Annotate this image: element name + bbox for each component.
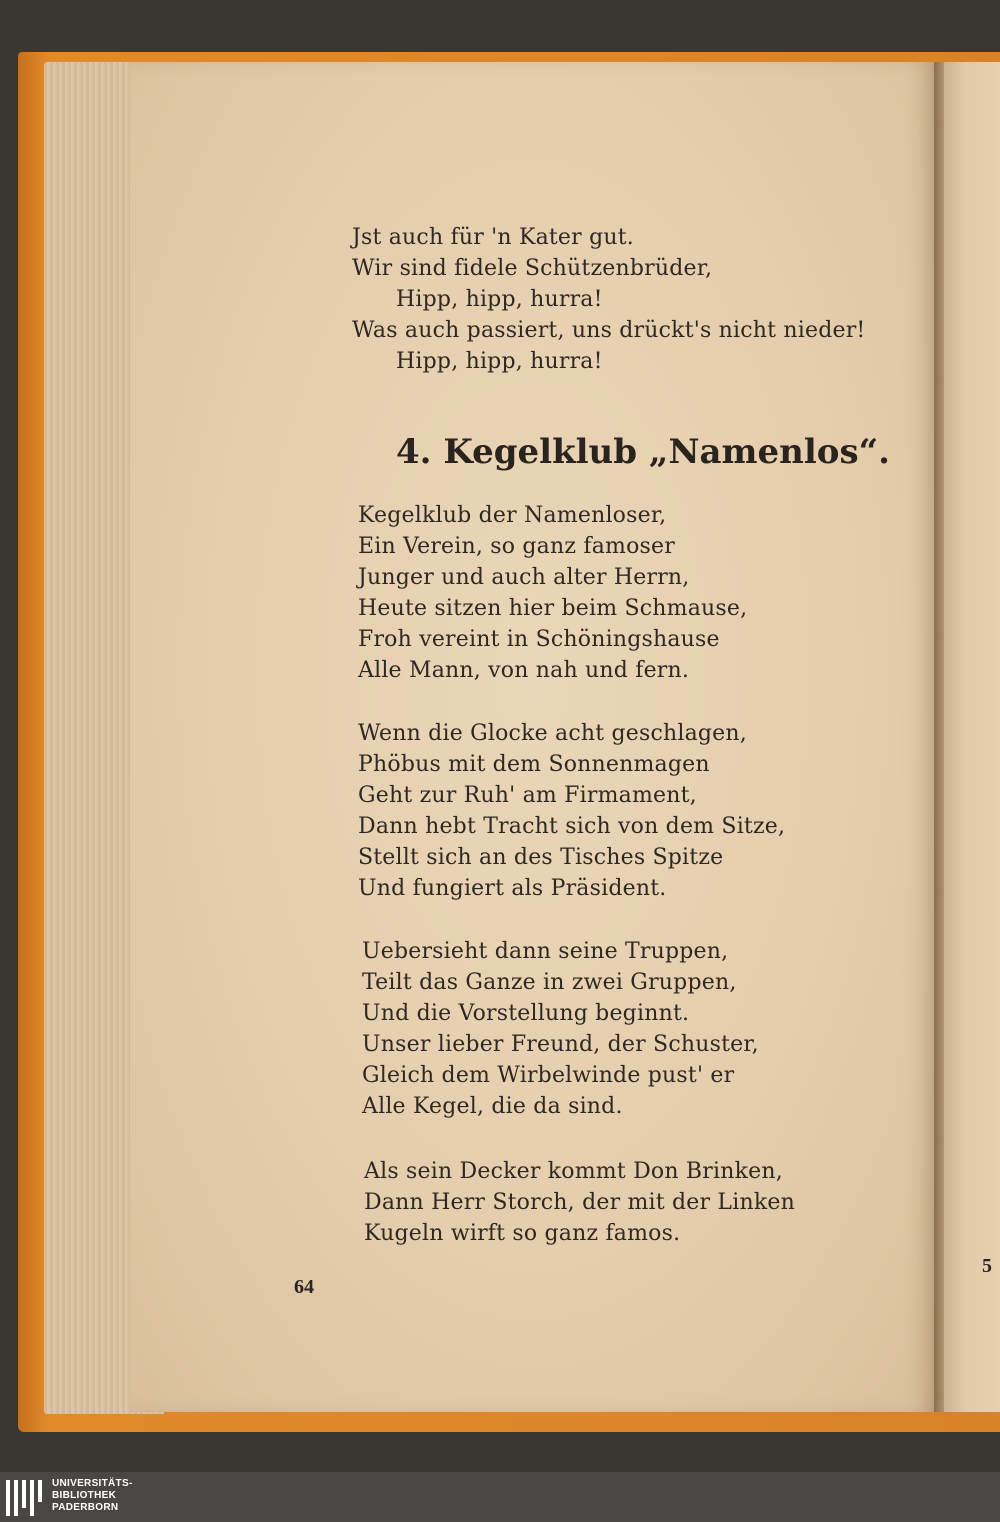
verse-line: Stellt sich an des Tisches Spitze bbox=[358, 845, 724, 870]
stanza-1 bbox=[358, 500, 747, 686]
verse-line: Gleich dem Wirbelwinde pust' er bbox=[362, 1063, 735, 1088]
verse-line: Dann Herr Storch, der mit der Linken bbox=[364, 1190, 795, 1215]
verse-line: Alle Mann, von nah und fern. bbox=[358, 658, 690, 683]
right-page-edge bbox=[944, 62, 1000, 1412]
verse-line: Als sein Decker kommt Don Brinken, bbox=[364, 1159, 783, 1184]
logo-line: PADERBORN bbox=[52, 1502, 119, 1513]
library-logo-text bbox=[52, 1478, 133, 1514]
stanza-4 bbox=[364, 1156, 795, 1249]
stanza-3 bbox=[362, 936, 759, 1122]
library-footer bbox=[0, 1472, 1000, 1522]
stanza-2 bbox=[358, 718, 785, 904]
verse-line: Ein Verein, so ganz famoser bbox=[358, 534, 675, 559]
poem-title: 4. Kegelklub „Namenlos“. bbox=[396, 432, 891, 472]
verse-line: Kugeln wirft so ganz famos. bbox=[364, 1221, 681, 1246]
verse-line: Teilt das Ganze in zwei Gruppen, bbox=[362, 970, 737, 995]
verse-line: Kegelklub der Namenloser, bbox=[358, 503, 667, 528]
verse-line: Was auch passiert, uns drückt's nicht nieder! bbox=[352, 318, 866, 343]
logo-line: UNIVERSITÄTS- bbox=[52, 1478, 133, 1489]
verse-line: Unser lieber Freund, der Schuster, bbox=[362, 1032, 759, 1057]
verse-line: Hipp, hipp, hurra! bbox=[396, 349, 603, 374]
verse-line: Wenn die Glocke acht geschlagen, bbox=[358, 721, 747, 746]
verse-line: Uebersieht dann seine Truppen, bbox=[362, 939, 729, 964]
verse-line: Junger und auch alter Herrn, bbox=[358, 565, 690, 590]
page-number: 64 bbox=[294, 1276, 314, 1298]
library-logo-icon bbox=[6, 1480, 46, 1516]
top-verse bbox=[352, 222, 865, 377]
verse-line: Alle Kegel, die da sind. bbox=[362, 1094, 623, 1119]
verse-line: Jst auch für 'n Kater gut. bbox=[352, 225, 634, 250]
verse-line: Dann hebt Tracht sich von dem Sitze, bbox=[358, 814, 786, 839]
verse-line: Geht zur Ruh' am Firmament, bbox=[358, 783, 697, 808]
verse-line: Wir sind fidele Schützenbrüder, bbox=[352, 256, 713, 281]
verse-line: Und fungiert als Präsident. bbox=[358, 876, 667, 901]
verse-line: Heute sitzen hier beim Schmause, bbox=[358, 596, 748, 621]
verse-line: Und die Vorstellung beginnt. bbox=[362, 1001, 690, 1026]
verse-line: Froh vereint in Schöningshause bbox=[358, 627, 720, 652]
logo-line: BIBLIOTHEK bbox=[52, 1490, 117, 1501]
right-page-number: 5 bbox=[982, 1255, 992, 1277]
verse-line: Hipp, hipp, hurra! bbox=[396, 287, 603, 312]
verse-line: Phöbus mit dem Sonnenmagen bbox=[358, 752, 710, 777]
